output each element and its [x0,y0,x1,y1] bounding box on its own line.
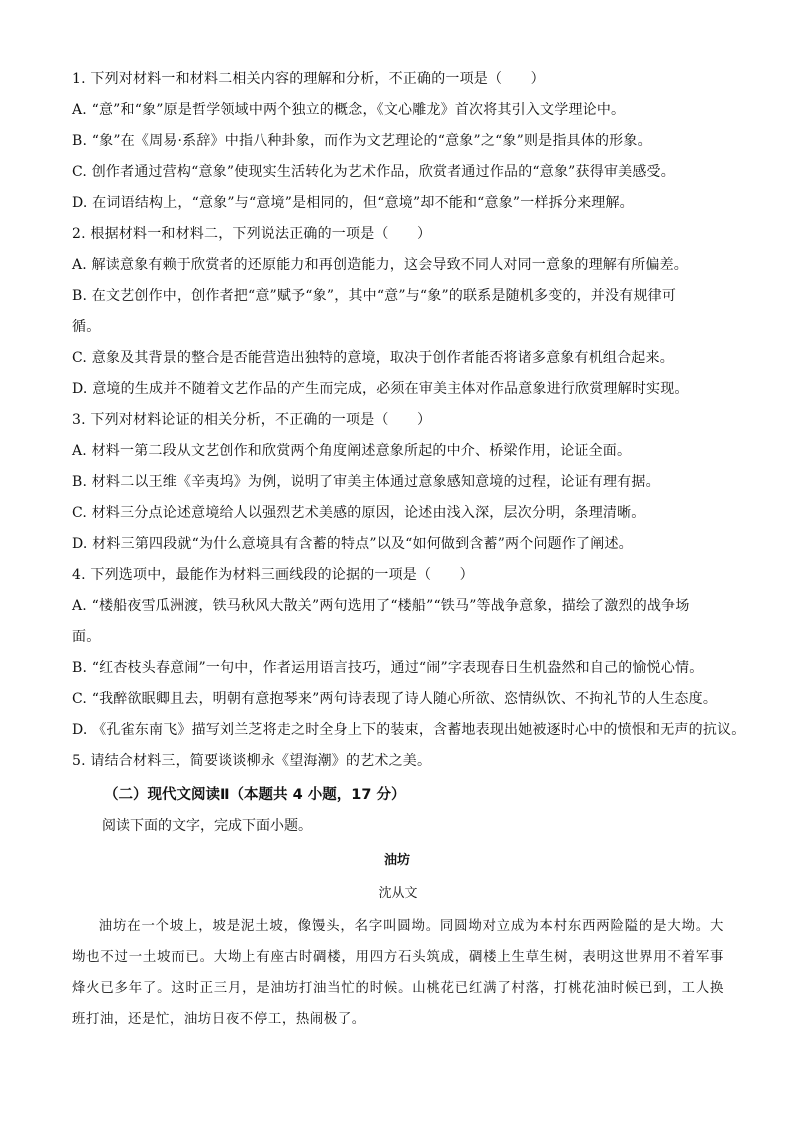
option-a: A. 材料一第二段从文艺创作和欣赏两个角度阐述意象所起的中介、桥梁作用，论证全面。 [72,443,632,459]
question-stem: 4. 下列选项中，最能作为材料三画线段的论据的一项是（ ） [72,567,474,583]
option-a: A. 解读意象有赖于欣赏者的还原能力和再创造能力，这会导致不同人对同一意象的理解有所偏差。 [72,257,689,273]
section-instruction: 阅读下面的文字，完成下面小题。 [102,818,312,834]
question-4 [72,560,746,746]
option-b: B. 在文艺创作中，创作者把“意”赋予“象”，其中“意”与“象”的联系是随机多变的，并没有规律可 [72,288,677,304]
option-d: D. 在词语结构上，“意象”与“意境”是相同的，但“意境”却不能和“意象”一样拆分来理解。 [72,195,634,211]
option-a-continuation: 面。 [72,629,101,645]
question-stem: 2. 根据材料一和材料二，下列说法正确的一项是（ ） [72,226,432,242]
option-b: B. “象”在《周易·系辞》中指八种卦象，而作为文艺理论的“意象”之“象”则是指具体的形象。 [72,133,652,149]
option-c: C. 创作者通过营构“意象”使现实生活转化为艺术作品，欣赏者通过作品的“意象”获得审美感受。 [72,164,675,180]
question-3 [72,405,724,560]
option-d: D. 《孔雀东南飞》描写刘兰芝将走之时全身上下的装束，含蓄地表现出她被逐时心中的愤恨和无声的抗议。 [72,722,746,738]
article-author: 沈从文 [378,886,418,901]
option-c: C. 材料三分点论述意境给人以强烈艺术美感的原因，论述由浅入深，层次分明，条理清晰。 [72,505,646,521]
option-c: C. “我醉欲眠卿且去，明朝有意抱琴来”两句诗表现了诗人随心所欲、恣情纵饮、不拘礼节的人生态度。 [72,691,718,707]
question-5 [72,746,724,777]
option-b-continuation: 循。 [72,319,101,335]
article-paragraph: 油坊在一个坡上，坡是泥土坡，像馒头，名字叫圆坳。同圆坳对立成为本村东西两险隘的是大坳。大坳也不过一土坡而已。大坳上有座古时碉楼，用四方石头筑成，碉楼上生草生树，表明这世界用不着军事烽火已多年了。这时正三月，是油坊打油当忙的时候。山桃花已红满了村落，打桃花油时候已到，工人换班打油，还是忙，油坊日夜不停工，热闹极了。 [72,919,724,1027]
option-d: D. 材料三第四段就“为什么意境具有含蓄的特点”以及“如何做到含蓄”两个问题作了阐述。 [72,536,633,552]
question-stem: 5. 请结合材料三，简要谈谈柳永《望海潮》的艺术之美。 [72,753,432,769]
option-b: B. “红杏枝头春意闹”一句中，作者运用语言技巧，通过“闹”字表现春日生机盎然和自己的愉悦心情。 [72,660,704,676]
option-a: A. “楼船夜雪瓜洲渡，铁马秋风大散关”两句选用了“楼船”“铁马”等战争意象，描绘了激烈的战争场 [72,598,690,614]
question-2 [72,219,724,405]
question-stem: 1. 下列对材料一和材料二相关内容的理解和分析，不正确的一项是（ ） [72,71,545,87]
question-1 [72,64,724,219]
option-d: D. 意境的生成并不随着文艺作品的产生而完成，必须在审美主体对作品意象进行欣赏理解时实现。 [72,381,689,397]
option-a: A. “意”和“象”原是哲学领域中两个独立的概念，《文心雕龙》首次将其引入文学理论中。 [72,102,626,118]
section-heading: （二）现代文阅读Ⅱ（本题共 4 小题，17 分） [104,787,406,803]
article-title: 油坊 [383,853,410,868]
option-c: C. 意象及其背景的整合是否能营造出独特的意境，取决于创作者能否将诸多意象有机组合起来。 [72,350,674,366]
option-b: B. 材料二以王维《辛夷坞》为例，说明了审美主体通过意象感知意境的过程，论证有理有据。 [72,474,660,490]
question-stem: 3. 下列对材料论证的相关分析，不正确的一项是（ ） [72,412,432,428]
